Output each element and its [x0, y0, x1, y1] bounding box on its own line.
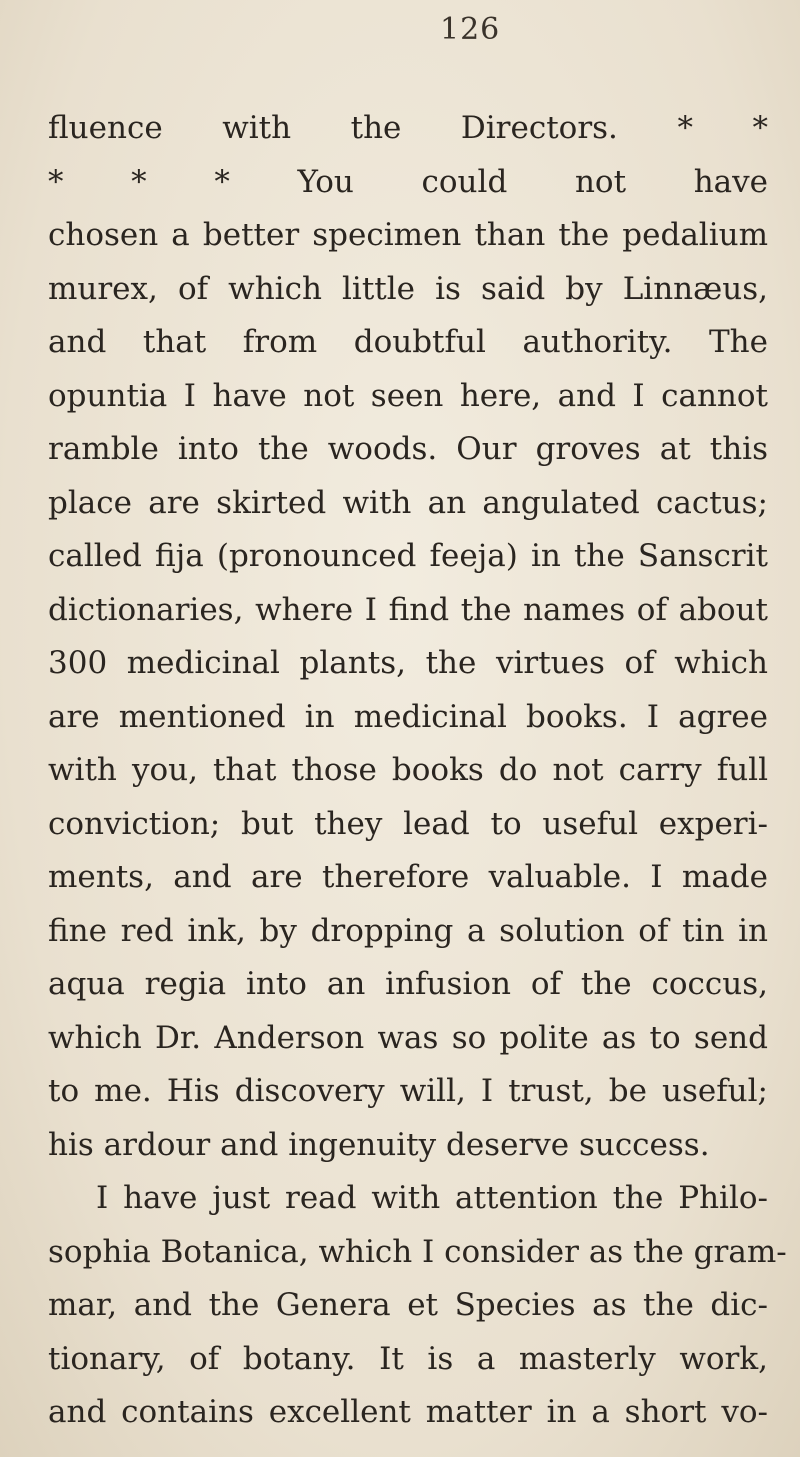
text-line-21: I have just read with attention the Philo- [96, 1180, 768, 1216]
text-line-7: ramble into the woods. Our groves at this [48, 431, 768, 467]
text-line-23: mar, and the Genera et Species as the dic- [48, 1287, 768, 1323]
text-line-2: * * * You could not have [48, 163, 768, 200]
text-line-3: chosen a better specimen than the pedalium [48, 217, 768, 253]
text-line-19: to me. His discovery will, I trust, be useful; [48, 1073, 768, 1109]
page-number: 126 [440, 12, 501, 47]
text-line-10: dictionaries, where I find the names of about [48, 591, 768, 628]
text-line-6: opuntia I have not seen here, and I cannot [48, 377, 768, 414]
text-line-15: ments, and are therefore valuable. I made [48, 859, 768, 895]
text-line-25: and contains excellent matter in a short vo- [48, 1394, 768, 1430]
text-line-5: and that from doubtful authority. The [48, 324, 768, 360]
text-line-8: place are skirted with an angulated cactus; [48, 484, 768, 521]
text-line-22: sophia Botanica, which I consider as the gram- [48, 1233, 787, 1270]
text-line-14: conviction; but they lead to useful experi- [48, 805, 768, 842]
text-line-1: fluence with the Directors. * * [48, 110, 768, 146]
text-line-17: aqua regia into an infusion of the coccus, [48, 966, 768, 1002]
text-line-9: called fija (pronounced feeja) in the Sanscrit [48, 538, 768, 574]
text-line-24: tionary, of botany. It is a masterly work, [48, 1340, 768, 1377]
text-line-13: with you, that those books do not carry full [48, 752, 768, 788]
text-line-4: murex, of which little is said by Linnæus, [48, 270, 768, 307]
text-line-18: which Dr. Anderson was so polite as to send [48, 1019, 768, 1056]
text-line-16: fine red ink, by dropping a solution of tin in [48, 912, 768, 949]
text-line-12: are mentioned in medicinal books. I agree [48, 698, 768, 735]
text-line-20: his ardour and ingenuity deserve success. [48, 1126, 710, 1163]
text-line-11: 300 medicinal plants, the virtues of which [48, 645, 768, 681]
